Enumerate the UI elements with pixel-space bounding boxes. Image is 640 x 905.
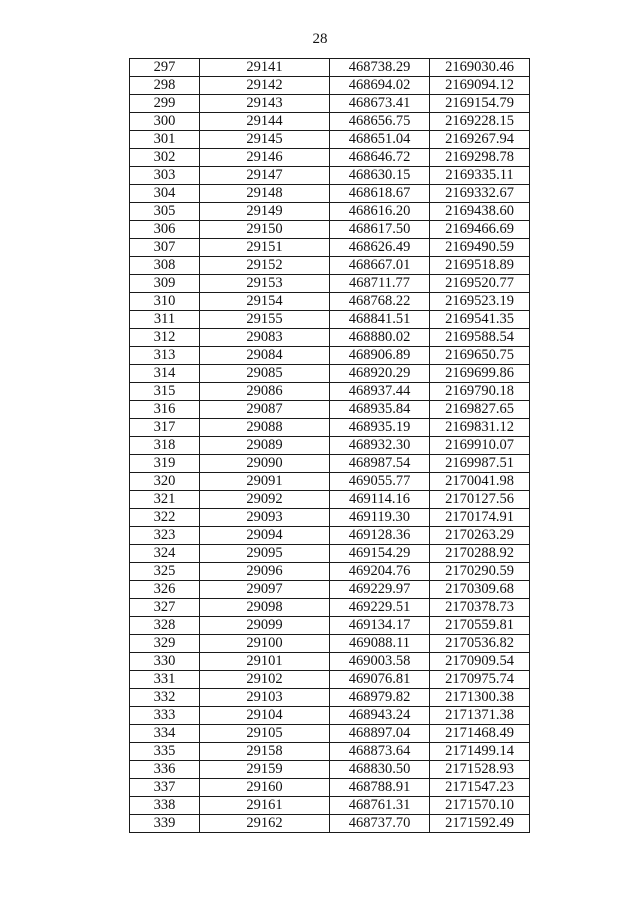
coord-x-cell: 468841.51 <box>330 311 430 329</box>
point-id-cell: 29104 <box>200 707 330 725</box>
coord-y-cell: 2169518.89 <box>430 257 530 275</box>
table-row <box>130 779 530 797</box>
table-row <box>130 635 530 653</box>
coord-y-cell: 2170975.74 <box>430 671 530 689</box>
coord-y-cell: 2169790.18 <box>430 383 530 401</box>
table-row <box>130 527 530 545</box>
coord-x-cell: 468673.41 <box>330 95 430 113</box>
row-index-cell: 302 <box>130 149 200 167</box>
point-id-cell: 29091 <box>200 473 330 491</box>
point-id-cell: 29154 <box>200 293 330 311</box>
point-id-cell: 29144 <box>200 113 330 131</box>
coord-x-cell: 468738.29 <box>330 59 430 77</box>
coord-x-cell: 468932.30 <box>330 437 430 455</box>
point-id-cell: 29099 <box>200 617 330 635</box>
row-index-cell: 316 <box>130 401 200 419</box>
coord-y-cell: 2169827.65 <box>430 401 530 419</box>
coord-y-cell: 2169298.78 <box>430 149 530 167</box>
row-index-cell: 326 <box>130 581 200 599</box>
point-id-cell: 29143 <box>200 95 330 113</box>
row-index-cell: 298 <box>130 77 200 95</box>
table-row <box>130 761 530 779</box>
table-row <box>130 59 530 77</box>
point-id-cell: 29100 <box>200 635 330 653</box>
coord-x-cell: 468694.02 <box>330 77 430 95</box>
coord-y-cell: 2170290.59 <box>430 563 530 581</box>
coord-y-cell: 2170309.68 <box>430 581 530 599</box>
point-id-cell: 29159 <box>200 761 330 779</box>
point-id-cell: 29094 <box>200 527 330 545</box>
point-id-cell: 29086 <box>200 383 330 401</box>
row-index-cell: 317 <box>130 419 200 437</box>
row-index-cell: 335 <box>130 743 200 761</box>
row-index-cell: 322 <box>130 509 200 527</box>
coord-x-cell: 469055.77 <box>330 473 430 491</box>
row-index-cell: 305 <box>130 203 200 221</box>
table-row <box>130 275 530 293</box>
coord-y-cell: 2171300.38 <box>430 689 530 707</box>
table-row <box>130 473 530 491</box>
point-id-cell: 29148 <box>200 185 330 203</box>
table-row <box>130 185 530 203</box>
row-index-cell: 323 <box>130 527 200 545</box>
point-id-cell: 29145 <box>200 131 330 149</box>
table-row <box>130 293 530 311</box>
row-index-cell: 333 <box>130 707 200 725</box>
table-row <box>130 347 530 365</box>
row-index-cell: 297 <box>130 59 200 77</box>
coordinates-table-body <box>130 59 530 833</box>
coord-y-cell: 2169466.69 <box>430 221 530 239</box>
point-id-cell: 29153 <box>200 275 330 293</box>
coord-y-cell: 2169520.77 <box>430 275 530 293</box>
row-index-cell: 301 <box>130 131 200 149</box>
table-row <box>130 707 530 725</box>
coord-y-cell: 2170378.73 <box>430 599 530 617</box>
page-number: 28 <box>312 31 328 47</box>
table-row <box>130 239 530 257</box>
point-id-cell: 29089 <box>200 437 330 455</box>
coord-y-cell: 2171371.38 <box>430 707 530 725</box>
row-index-cell: 336 <box>130 761 200 779</box>
table-row <box>130 401 530 419</box>
row-index-cell: 306 <box>130 221 200 239</box>
coord-y-cell: 2170559.81 <box>430 617 530 635</box>
coord-x-cell: 468935.19 <box>330 419 430 437</box>
row-index-cell: 321 <box>130 491 200 509</box>
row-index-cell: 331 <box>130 671 200 689</box>
point-id-cell: 29087 <box>200 401 330 419</box>
point-id-cell: 29092 <box>200 491 330 509</box>
point-id-cell: 29097 <box>200 581 330 599</box>
point-id-cell: 29084 <box>200 347 330 365</box>
coord-y-cell: 2169987.51 <box>430 455 530 473</box>
coord-x-cell: 468830.50 <box>330 761 430 779</box>
coord-x-cell: 468618.67 <box>330 185 430 203</box>
coord-y-cell: 2170288.92 <box>430 545 530 563</box>
point-id-cell: 29141 <box>200 59 330 77</box>
coord-x-cell: 468935.84 <box>330 401 430 419</box>
table-row <box>130 725 530 743</box>
table-row <box>130 815 530 833</box>
point-id-cell: 29151 <box>200 239 330 257</box>
table-row <box>130 419 530 437</box>
coord-y-cell: 2169588.54 <box>430 329 530 347</box>
table-row <box>130 311 530 329</box>
coord-y-cell: 2169910.07 <box>430 437 530 455</box>
coord-x-cell: 468937.44 <box>330 383 430 401</box>
point-id-cell: 29150 <box>200 221 330 239</box>
point-id-cell: 29096 <box>200 563 330 581</box>
table-row <box>130 581 530 599</box>
coord-x-cell: 468616.20 <box>330 203 430 221</box>
coord-y-cell: 2169094.12 <box>430 77 530 95</box>
point-id-cell: 29146 <box>200 149 330 167</box>
table-row <box>130 653 530 671</box>
row-index-cell: 299 <box>130 95 200 113</box>
coord-y-cell: 2169332.67 <box>430 185 530 203</box>
row-index-cell: 325 <box>130 563 200 581</box>
table-row <box>130 167 530 185</box>
point-id-cell: 29160 <box>200 779 330 797</box>
coord-x-cell: 468897.04 <box>330 725 430 743</box>
row-index-cell: 337 <box>130 779 200 797</box>
coord-y-cell: 2171528.93 <box>430 761 530 779</box>
coord-x-cell: 469076.81 <box>330 671 430 689</box>
coord-x-cell: 468617.50 <box>330 221 430 239</box>
coord-x-cell: 468626.49 <box>330 239 430 257</box>
coord-y-cell: 2169228.15 <box>430 113 530 131</box>
coord-y-cell: 2169490.59 <box>430 239 530 257</box>
coord-y-cell: 2169523.19 <box>430 293 530 311</box>
coord-x-cell: 469114.16 <box>330 491 430 509</box>
table-row <box>130 617 530 635</box>
point-id-cell: 29095 <box>200 545 330 563</box>
coord-x-cell: 469204.76 <box>330 563 430 581</box>
coord-x-cell: 469154.29 <box>330 545 430 563</box>
row-index-cell: 338 <box>130 797 200 815</box>
table-row <box>130 437 530 455</box>
table-row <box>130 149 530 167</box>
coord-x-cell: 469003.58 <box>330 653 430 671</box>
coord-y-cell: 2170536.82 <box>430 635 530 653</box>
coord-y-cell: 2170909.54 <box>430 653 530 671</box>
row-index-cell: 320 <box>130 473 200 491</box>
point-id-cell: 29085 <box>200 365 330 383</box>
table-row <box>130 329 530 347</box>
point-id-cell: 29152 <box>200 257 330 275</box>
coord-y-cell: 2169831.12 <box>430 419 530 437</box>
table-row <box>130 671 530 689</box>
table-row <box>130 491 530 509</box>
coord-y-cell: 2169154.79 <box>430 95 530 113</box>
coord-y-cell: 2169438.60 <box>430 203 530 221</box>
coord-x-cell: 469088.11 <box>330 635 430 653</box>
table-row <box>130 203 530 221</box>
coord-x-cell: 468646.72 <box>330 149 430 167</box>
point-id-cell: 29155 <box>200 311 330 329</box>
row-index-cell: 339 <box>130 815 200 833</box>
row-index-cell: 312 <box>130 329 200 347</box>
coord-y-cell: 2170127.56 <box>430 491 530 509</box>
point-id-cell: 29103 <box>200 689 330 707</box>
row-index-cell: 330 <box>130 653 200 671</box>
coord-x-cell: 468943.24 <box>330 707 430 725</box>
point-id-cell: 29101 <box>200 653 330 671</box>
coord-x-cell: 468630.15 <box>330 167 430 185</box>
table-row <box>130 563 530 581</box>
point-id-cell: 29093 <box>200 509 330 527</box>
coord-x-cell: 468906.89 <box>330 347 430 365</box>
coord-y-cell: 2170041.98 <box>430 473 530 491</box>
coord-y-cell: 2171592.49 <box>430 815 530 833</box>
table-row <box>130 257 530 275</box>
table-row <box>130 797 530 815</box>
row-index-cell: 324 <box>130 545 200 563</box>
row-index-cell: 329 <box>130 635 200 653</box>
coord-x-cell: 468737.70 <box>330 815 430 833</box>
coord-x-cell: 468651.04 <box>330 131 430 149</box>
row-index-cell: 303 <box>130 167 200 185</box>
coord-x-cell: 468788.91 <box>330 779 430 797</box>
coord-y-cell: 2169335.11 <box>430 167 530 185</box>
table-row <box>130 455 530 473</box>
coord-y-cell: 2169699.86 <box>430 365 530 383</box>
coord-x-cell: 468880.02 <box>330 329 430 347</box>
row-index-cell: 315 <box>130 383 200 401</box>
coord-x-cell: 468656.75 <box>330 113 430 131</box>
coord-x-cell: 469128.36 <box>330 527 430 545</box>
coord-y-cell: 2169267.94 <box>430 131 530 149</box>
row-index-cell: 309 <box>130 275 200 293</box>
coord-x-cell: 469229.51 <box>330 599 430 617</box>
row-index-cell: 314 <box>130 365 200 383</box>
coord-y-cell: 2170174.91 <box>430 509 530 527</box>
table-row <box>130 545 530 563</box>
row-index-cell: 310 <box>130 293 200 311</box>
coord-x-cell: 468711.77 <box>330 275 430 293</box>
row-index-cell: 327 <box>130 599 200 617</box>
point-id-cell: 29149 <box>200 203 330 221</box>
row-index-cell: 318 <box>130 437 200 455</box>
point-id-cell: 29088 <box>200 419 330 437</box>
coord-y-cell: 2169541.35 <box>430 311 530 329</box>
row-index-cell: 311 <box>130 311 200 329</box>
coord-x-cell: 468667.01 <box>330 257 430 275</box>
row-index-cell: 319 <box>130 455 200 473</box>
table-row <box>130 113 530 131</box>
point-id-cell: 29162 <box>200 815 330 833</box>
row-index-cell: 304 <box>130 185 200 203</box>
coord-x-cell: 468761.31 <box>330 797 430 815</box>
coord-x-cell: 469134.17 <box>330 617 430 635</box>
coord-x-cell: 468768.22 <box>330 293 430 311</box>
row-index-cell: 334 <box>130 725 200 743</box>
table-row <box>130 383 530 401</box>
table-row <box>130 743 530 761</box>
row-index-cell: 332 <box>130 689 200 707</box>
table-row <box>130 509 530 527</box>
coord-x-cell: 468873.64 <box>330 743 430 761</box>
table-row <box>130 95 530 113</box>
point-id-cell: 29102 <box>200 671 330 689</box>
coord-y-cell: 2171570.10 <box>430 797 530 815</box>
coord-x-cell: 469229.97 <box>330 581 430 599</box>
table-row <box>130 689 530 707</box>
row-index-cell: 307 <box>130 239 200 257</box>
coord-x-cell: 469119.30 <box>330 509 430 527</box>
row-index-cell: 313 <box>130 347 200 365</box>
coord-x-cell: 468987.54 <box>330 455 430 473</box>
point-id-cell: 29161 <box>200 797 330 815</box>
point-id-cell: 29105 <box>200 725 330 743</box>
point-id-cell: 29158 <box>200 743 330 761</box>
coord-y-cell: 2171468.49 <box>430 725 530 743</box>
coord-x-cell: 468979.82 <box>330 689 430 707</box>
coord-y-cell: 2170263.29 <box>430 527 530 545</box>
table-row <box>130 77 530 95</box>
row-index-cell: 308 <box>130 257 200 275</box>
table-row <box>130 365 530 383</box>
coord-y-cell: 2171547.23 <box>430 779 530 797</box>
coord-y-cell: 2169030.46 <box>430 59 530 77</box>
point-id-cell: 29142 <box>200 77 330 95</box>
coord-y-cell: 2169650.75 <box>430 347 530 365</box>
coord-x-cell: 468920.29 <box>330 365 430 383</box>
table-row <box>130 599 530 617</box>
point-id-cell: 29147 <box>200 167 330 185</box>
point-id-cell: 29098 <box>200 599 330 617</box>
row-index-cell: 328 <box>130 617 200 635</box>
table-row <box>130 131 530 149</box>
row-index-cell: 300 <box>130 113 200 131</box>
point-id-cell: 29083 <box>200 329 330 347</box>
table-row <box>130 221 530 239</box>
coordinates-table <box>129 58 530 833</box>
coord-y-cell: 2171499.14 <box>430 743 530 761</box>
point-id-cell: 29090 <box>200 455 330 473</box>
